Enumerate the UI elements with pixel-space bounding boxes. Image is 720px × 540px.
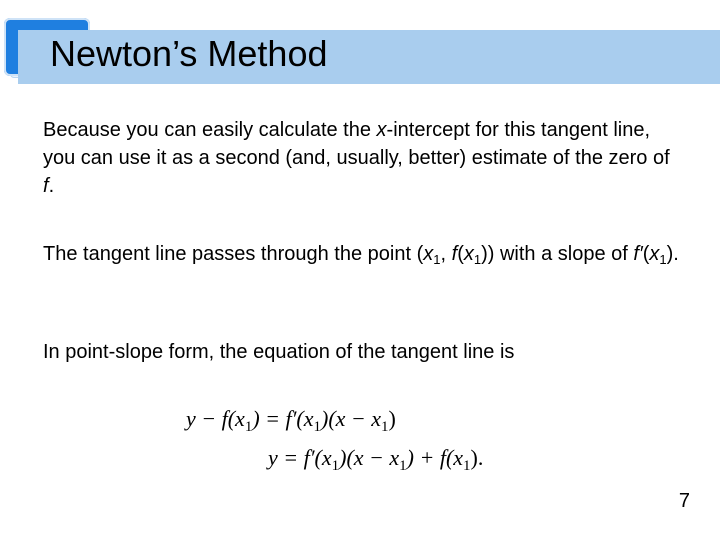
p2-var-x: x bbox=[649, 243, 660, 265]
p1-text-a: Because you can easily calculate the bbox=[43, 119, 377, 141]
paragraph-intercept bbox=[43, 116, 683, 200]
paragraph-point-slope: In point-slope form, the equation of the tangent line is bbox=[43, 341, 515, 363]
p2-sub: 1 bbox=[659, 252, 667, 267]
p2-open: ( bbox=[642, 243, 650, 265]
eq2-lhs: y = f′(x bbox=[268, 445, 332, 470]
p2-sub: 1 bbox=[433, 252, 441, 267]
slide-title: Newton’s Method bbox=[50, 33, 328, 74]
eq1-sub: 1 bbox=[381, 419, 389, 435]
p2-var-f: f bbox=[451, 243, 458, 265]
equation-solved-for-y bbox=[268, 444, 483, 472]
eq2-end: ). bbox=[470, 445, 484, 470]
p2-var-x: x bbox=[423, 243, 434, 265]
p2-open: ( bbox=[457, 243, 464, 265]
p1-text-b: -intercept for this tangent line, you can use it as a second (and, usually, better) estimate of the zero of bbox=[43, 119, 670, 169]
p1-text-c: . bbox=[48, 175, 55, 197]
p1-var-x: x bbox=[376, 119, 387, 141]
eq1-sub: 1 bbox=[313, 419, 322, 435]
eq1-end: ) bbox=[388, 406, 396, 431]
p2-text-a: The tangent line passes through the point ( bbox=[43, 243, 424, 265]
p2-text-c: ). bbox=[666, 243, 679, 265]
eq2-rhs: ) + f(x bbox=[406, 445, 464, 470]
eq1-lhs: y − f(x bbox=[186, 406, 245, 431]
eq1-sub: 1 bbox=[244, 419, 253, 435]
p2-text-b: )) with a slope of bbox=[481, 243, 634, 265]
p2-var-x: x bbox=[463, 243, 474, 265]
p1-var-f: f bbox=[43, 175, 49, 197]
eq1-mid: ) = f′(x bbox=[252, 406, 314, 431]
paragraph-tangent-point bbox=[43, 240, 683, 268]
eq2-sub: 1 bbox=[463, 458, 471, 474]
eq2-sub: 1 bbox=[331, 458, 340, 474]
equation-point-slope bbox=[186, 405, 396, 433]
p2-sub: 1 bbox=[473, 252, 482, 267]
eq2-sub: 1 bbox=[399, 458, 407, 474]
page-number: 7 bbox=[678, 490, 690, 512]
p2-var-fprime: f′ bbox=[633, 243, 643, 265]
eq2-mid: )(x − x bbox=[339, 445, 400, 470]
p2-comma: , bbox=[440, 243, 452, 265]
eq1-rhs: )(x − x bbox=[321, 406, 382, 431]
